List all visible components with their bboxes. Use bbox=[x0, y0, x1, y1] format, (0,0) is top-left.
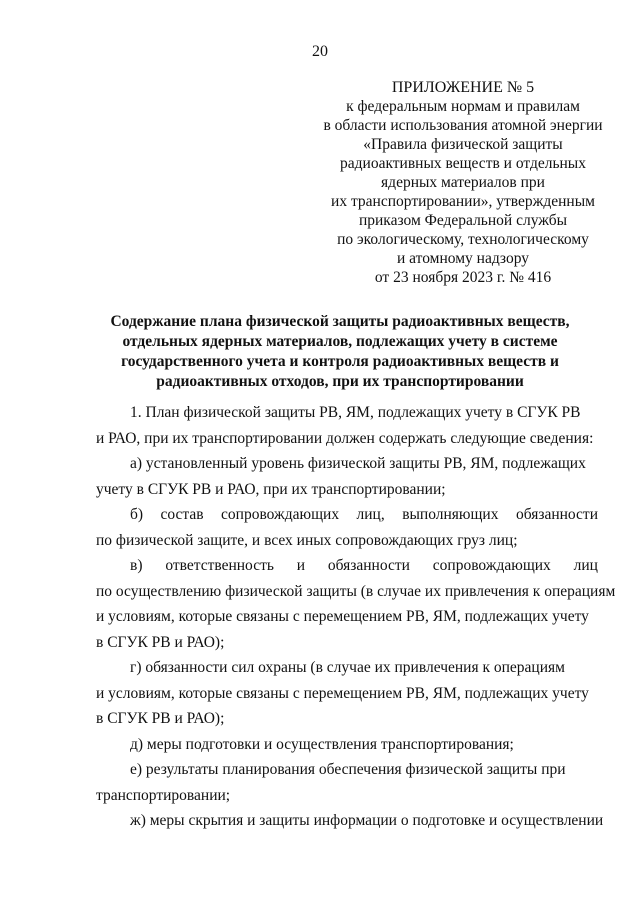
annex-line: в области использования атомной энергии bbox=[323, 117, 603, 134]
text-line: и условиям, которые связаны с перемещением РВ, ЯМ, подлежащих учету bbox=[96, 608, 589, 625]
text-line: а) установленный уровень физической защиты РВ, ЯМ, подлежащих bbox=[130, 455, 586, 472]
document-body bbox=[96, 400, 616, 834]
annex-line: по экологическому, технологическому bbox=[337, 231, 589, 248]
item-e bbox=[96, 757, 598, 808]
page-number: 20 bbox=[312, 43, 328, 60]
text-line: в СГУК РВ и РАО); bbox=[96, 710, 225, 727]
text-line: б) состав сопровождающих лиц, выполняющих обязанности bbox=[130, 506, 598, 523]
text-line: в) ответственность и обязанности сопровождающих лиц bbox=[130, 557, 598, 574]
paragraph-1 bbox=[96, 400, 598, 451]
text-line: д) меры подготовки и осуществления транспортирования; bbox=[130, 735, 514, 753]
item-d bbox=[96, 732, 598, 758]
title-line: радиоактивных отходов, при их транспортировании bbox=[156, 373, 524, 390]
text-line: ж) меры скрытия и защиты информации о подготовке и осуществлении bbox=[130, 812, 604, 829]
text-line: г) обязанности сил охраны (в случае их привлечения к операциям bbox=[130, 659, 565, 676]
item-zh bbox=[96, 808, 604, 834]
text-line: и РАО, при их транспортировании должен содержать следующие сведения: bbox=[96, 429, 594, 447]
text-line: 1. План физической защиты РВ, ЯМ, подлежащих учету в СГУК РВ bbox=[130, 404, 581, 421]
annex-line: радиоактивных веществ и отдельных bbox=[340, 155, 586, 172]
annex-reference bbox=[318, 97, 608, 287]
annex-line: ядерных материалов при bbox=[381, 174, 545, 191]
title-line: государственного учета и контроля радиоактивных веществ и bbox=[121, 353, 559, 370]
item-b bbox=[96, 502, 598, 553]
title-line: отдельных ядерных материалов, подлежащих учету в системе bbox=[122, 333, 558, 350]
text-line: в СГУК РВ и РАО); bbox=[96, 633, 225, 651]
title-line: Содержание плана физической защиты радиоактивных веществ, bbox=[110, 313, 570, 330]
text-line: по осуществлению физической защиты (в случае их привлечения к операциям bbox=[96, 582, 616, 600]
item-v bbox=[96, 553, 616, 655]
annex-line: их транспортировании», утвержденным bbox=[331, 193, 595, 210]
annex-line: к федеральным нормам и правилам bbox=[346, 98, 580, 115]
document-title bbox=[100, 312, 580, 392]
annex-title: ПРИЛОЖЕНИЕ № 5 bbox=[391, 79, 535, 96]
text-line: е) результаты планирования обеспечения физической защиты при bbox=[130, 761, 566, 778]
annex-line: и атомному надзору bbox=[397, 250, 529, 267]
text-line: транспортировании; bbox=[96, 786, 231, 804]
annex-line: приказом Федеральной службы bbox=[358, 212, 568, 229]
annex-line: от 23 ноября 2023 г. № 416 bbox=[374, 269, 552, 286]
annex-line: «Правила физической защиты bbox=[363, 136, 563, 153]
annex-header bbox=[318, 78, 608, 287]
item-a bbox=[96, 451, 598, 502]
text-line: и условиям, которые связаны с перемещением РВ, ЯМ, подлежащих учету bbox=[96, 684, 589, 702]
item-g bbox=[96, 655, 598, 732]
text-line: учету в СГУК РВ и РАО, при их транспортировании; bbox=[96, 480, 446, 498]
text-line: по физической защите, и всех иных сопровождающих груз лиц; bbox=[96, 531, 518, 549]
